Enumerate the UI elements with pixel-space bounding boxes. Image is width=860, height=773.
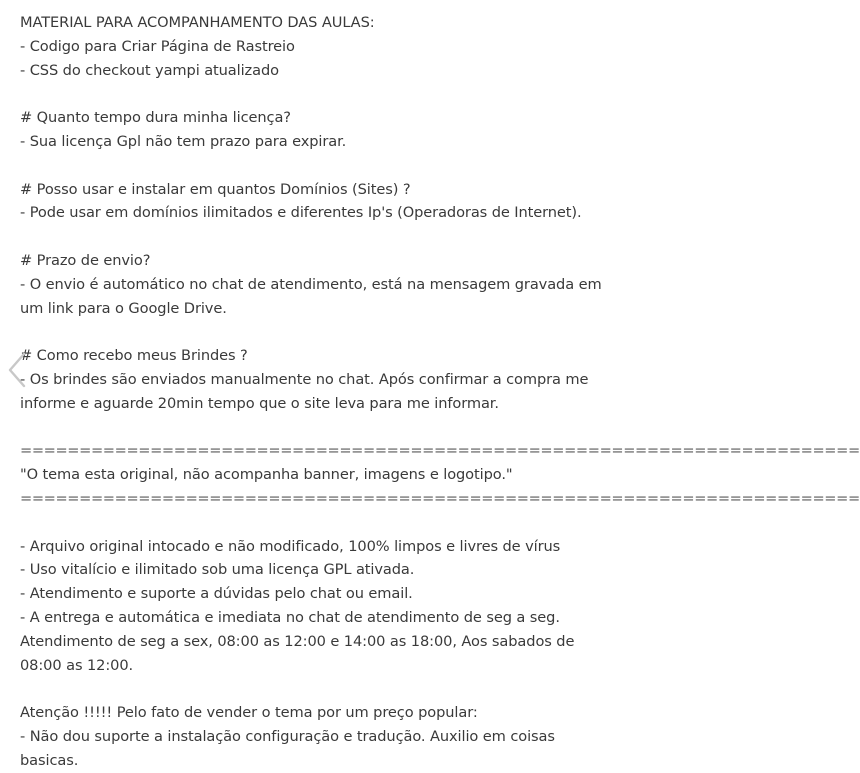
blank-line: [20, 416, 646, 440]
text-line: - Codigo para Criar Página de Rastreio: [20, 37, 295, 55]
text-line: - A entrega e automática e imediata no chat de atendimento de seg a seg.: [20, 608, 560, 626]
blank-line: [20, 82, 646, 106]
blank-line: [20, 225, 646, 249]
chevron-left-icon: [4, 350, 32, 390]
carousel-prev-button[interactable]: [4, 350, 32, 390]
text-line: - Pode usar em domínios ilimitados e diferentes Ip's (Operadoras de Internet).: [20, 204, 582, 222]
text-line: 08:00 as 12:00.: [20, 656, 134, 674]
text-line: - Atendimento e suporte a dúvidas pelo chat ou email.: [20, 585, 413, 603]
text-line: # Como recebo meus Brindes ?: [20, 347, 248, 365]
text-line: um link para o Google Drive.: [20, 299, 227, 317]
text-line: - O envio é automático no chat de atendimento, está na mensagem gravada em: [20, 275, 602, 293]
blank-line: [20, 511, 646, 535]
text-line: - CSS do checkout yampi atualizado: [20, 61, 279, 79]
text-line: - Não dou suporte a instalação configuração e tradução. Auxilio em coisas: [20, 727, 555, 745]
text-line: informe e aguarde 20min tempo que o site leva para me informar.: [20, 394, 499, 412]
separator-line: =======================================================================: [20, 489, 860, 507]
text-line: # Posso usar e instalar em quantos Domínios (Sites) ?: [20, 180, 411, 198]
text-line: basicas.: [20, 751, 79, 769]
text-line: Atenção !!!!! Pelo fato de vender o tema por um preço popular:: [20, 704, 478, 722]
text-line: - Uso vitalício e ilimitado sob uma licença GPL ativada.: [20, 561, 415, 579]
text-line: - Sua licença Gpl não tem prazo para expirar.: [20, 132, 347, 150]
text-line: MATERIAL PARA ACOMPANHAMENTO DAS AULAS:: [20, 14, 375, 31]
separator-line: =======================================================================: [20, 442, 860, 460]
text-line: - Arquivo original intocado e não modificado, 100% limpos e livres de vírus: [20, 537, 561, 555]
product-description: [20, 11, 860, 773]
blank-line: [20, 677, 646, 701]
blank-line: [20, 320, 646, 344]
text-line: - Os brindes são enviados manualmente no chat. Após confirmar a compra me: [20, 370, 589, 388]
text-line: "O tema esta original, não acompanha banner, imagens e logotipo.": [20, 466, 513, 484]
text-line: Atendimento de seg a sex, 08:00 as 12:00 e 14:00 as 18:00, Aos sabados de: [20, 632, 575, 650]
text-line: # Prazo de envio?: [20, 251, 151, 269]
text-line: # Quanto tempo dura minha licença?: [20, 109, 291, 127]
blank-line: [20, 154, 646, 178]
